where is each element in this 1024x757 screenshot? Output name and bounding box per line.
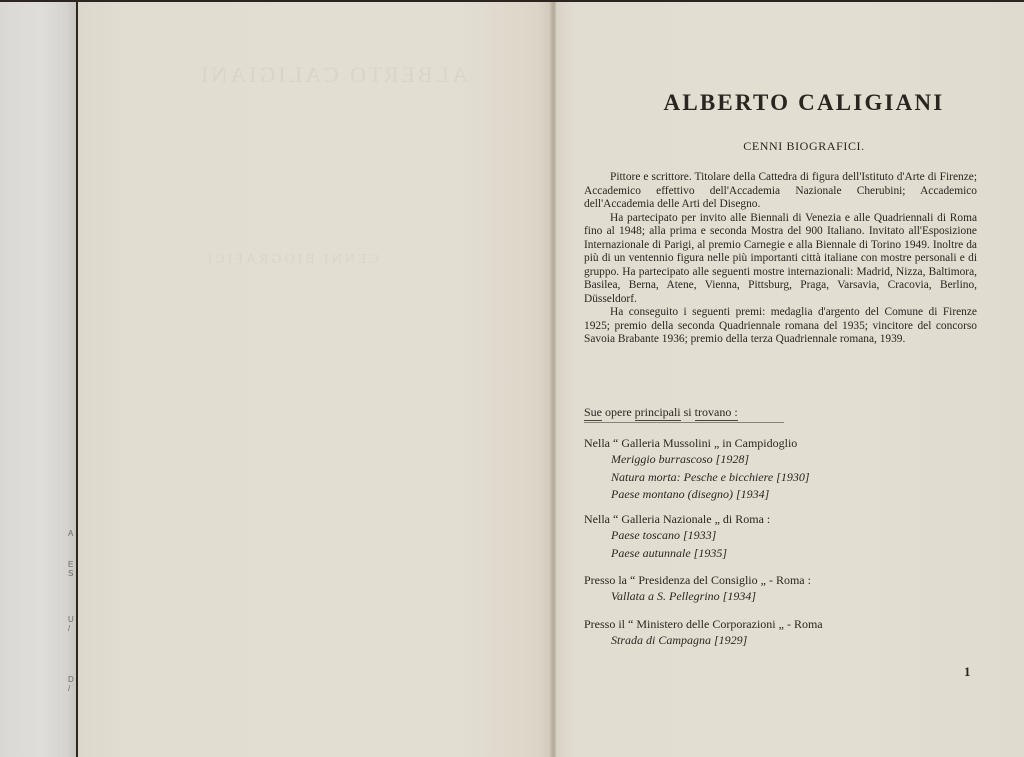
artwork-item: Paese toscano [1933] (611, 528, 717, 542)
works-heading-rule (584, 422, 784, 423)
artwork-item: Strada di Campagna [1929] (611, 633, 748, 647)
collection-group (584, 616, 823, 650)
artwork-item: Paese montano (disegno) [1934] (611, 487, 770, 501)
underlying-page-tab: U / (68, 615, 75, 633)
collection-group (584, 572, 811, 606)
bleed-through-subtitle: CENNI BIOGRAFICI. (198, 252, 379, 267)
biography-paragraph: Ha conseguito i seguenti premi: medaglia d'argento del Comune di Firenze 1925; premio della seconda Quadriennale romana del 1935; vincitore del concorso Savoia Brabante 1936; premio della terza Quadriennale romana, 1939. (584, 306, 977, 345)
page-subtitle: CENNI BIOGRAFICI. (743, 139, 865, 153)
works-heading-word: principali (634, 405, 681, 419)
collection-group (584, 435, 810, 504)
underlying-page (0, 2, 76, 757)
biography-paragraph: Ha partecipato per invito alle Biennali di Venezia e alle Quadriennali di Roma fino al 1948; alla prima e seconda Mostra del 900 Italiano. Invitato all'Esposizione Internazionale di Parigi, al premio Carnegie e alla Biennale di Torino 1949. Inoltre da più di un ventennio figura nelle più importanti città italiane con mostre personali e di gruppo. Ha partecipato alle seguenti mostre internazionali: Madrid, Nizza, Baltimora, Basilea, Berna, Atene, Vienna, Pittsburg, Praga, Varsavia, Cracovia, Berlino, Düsseldorf. (584, 211, 977, 305)
artwork-item: Vallata a S. Pellegrino [1934] (611, 589, 756, 603)
collection-location: Nella “ Galleria Nazionale „ di Roma : (584, 512, 771, 526)
collection-group (584, 511, 770, 562)
underlying-page-tab: A (68, 529, 75, 538)
bleed-through-title: ALBERTO CALIGIANI (198, 62, 468, 87)
underlying-page-tab: D / (68, 675, 75, 693)
collection-location: Presso la “ Presidenza del Consiglio „ - Roma : (584, 573, 811, 587)
works-heading-word: opere (605, 405, 632, 419)
artwork-item: Meriggio burrascoso [1928] (611, 452, 750, 466)
underlying-page-tab: E S (68, 560, 75, 578)
works-heading-word: Sue (584, 405, 602, 419)
biography-paragraph: Pittore e scrittore. Titolare della Cattedra di figura dell'Istituto d'Arte di Firenze; Accademico effettivo dell'Accademia Nazionale Cherubini; Accademico dell'Accademia delle Arti del Disegno. (584, 171, 977, 210)
left-page-blank (78, 2, 552, 757)
works-heading-word: trovano : (694, 405, 738, 419)
works-heading-word: si (683, 405, 692, 419)
biography (584, 171, 977, 347)
collection-location: Presso il “ Ministero delle Corporazioni „ - Roma (584, 617, 823, 631)
page-number: 1 (964, 664, 971, 679)
artwork-item: Paese autunnale [1935] (611, 545, 727, 560)
artwork-item: Natura morta: Pesche e bicchiere [1930] (611, 469, 810, 484)
page-title: ALBERTO CALIGIANI (663, 90, 945, 115)
works-heading (584, 405, 738, 420)
collection-location: Nella “ Galleria Mussolini „ in Campidoglio (584, 436, 798, 450)
right-page (556, 2, 1024, 757)
